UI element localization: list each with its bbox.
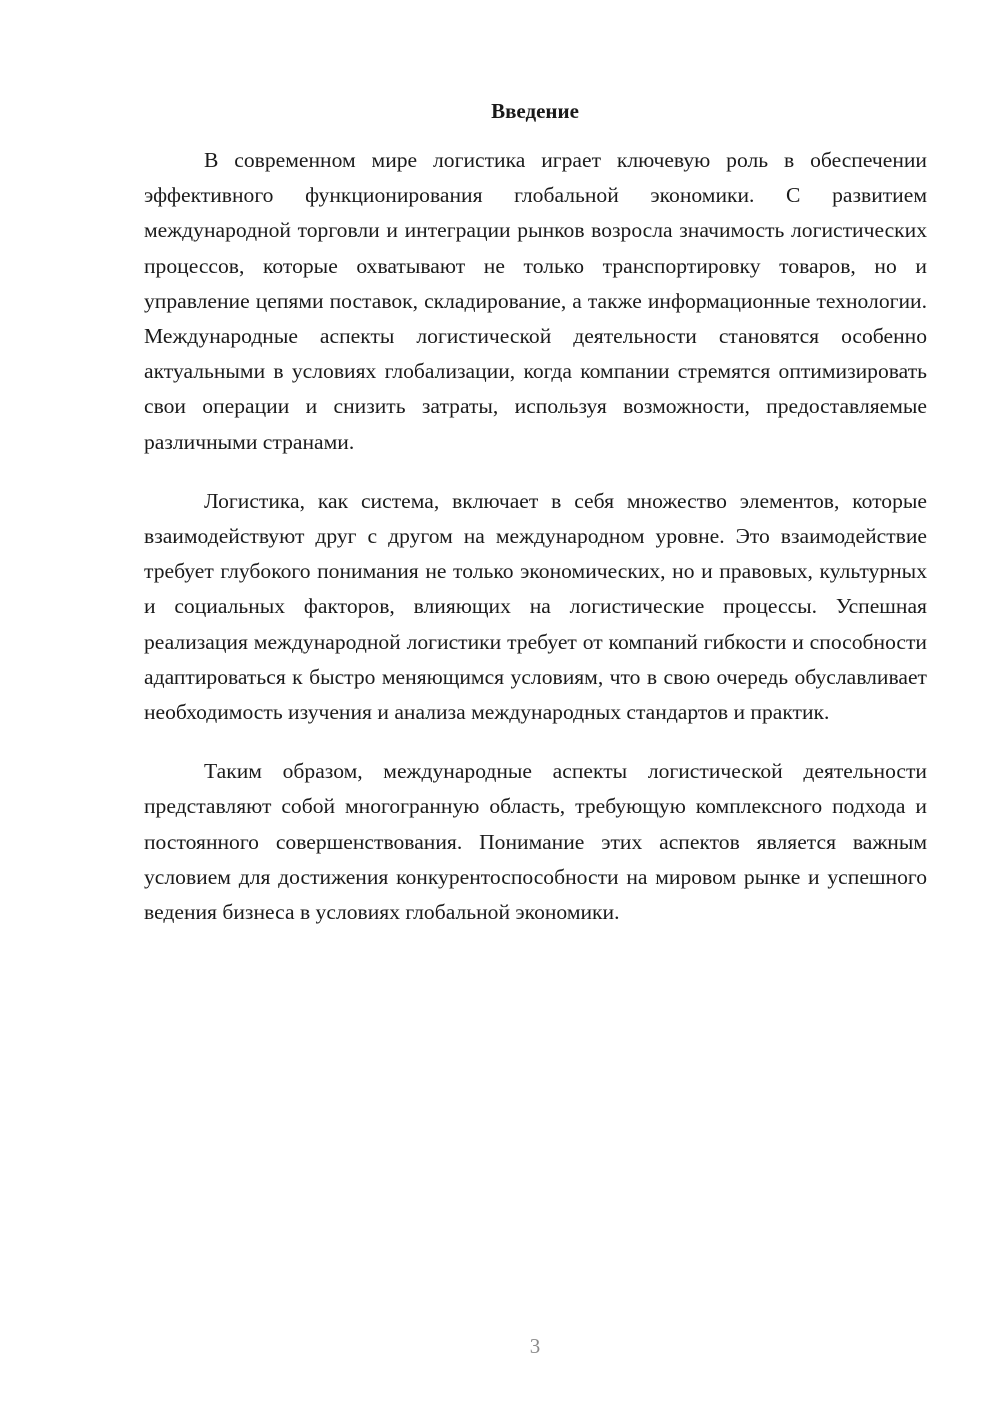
page-title: Введение xyxy=(491,99,579,123)
paragraph-2: Логистика, как система, включает в себя множество элементов, которые взаимодействуют друг с другом на международном уровне. Это взаимодействие требует глубокого понимания не только экономических, но и правовых, культурных и социальных факторов, влияющих на логистические процессы. Успешная реализация международной логистики требует от компаний гибкости и способности адаптироваться к быстро меняющимся условиям, что в свою очередь обуславливает необходимость изучения и анализа международных стандартов и практик. xyxy=(144,488,927,725)
body-text xyxy=(144,143,927,954)
page-number: 3 xyxy=(529,1334,541,1358)
paragraph-1: В современном мире логистика играет ключевую роль в обеспечении эффективного функционирования глобальной экономики. С развитием международной торговли и интеграции рынков возросла значимость логистических процессов, которые охватывают не только транспортировку товаров, но и управление цепями поставок, складирование, а также информационные технологии. Международные аспекты логистической деятельности становятся особенно актуальными в условиях глобализации, когда компании стремятся оптимизировать свои операции и снизить затраты, используя возможности, предоставляемые различными странами. xyxy=(144,148,927,454)
paragraph-3: Таким образом, международные аспекты логистической деятельности представляют собой многогранную область, требующую комплексного подхода и постоянного совершенствования. Понимание этих аспектов является важным условием для достижения конкурентоспособности на мировом рынке и успешного ведения бизнеса в условиях глобальной экономики. xyxy=(144,759,927,925)
